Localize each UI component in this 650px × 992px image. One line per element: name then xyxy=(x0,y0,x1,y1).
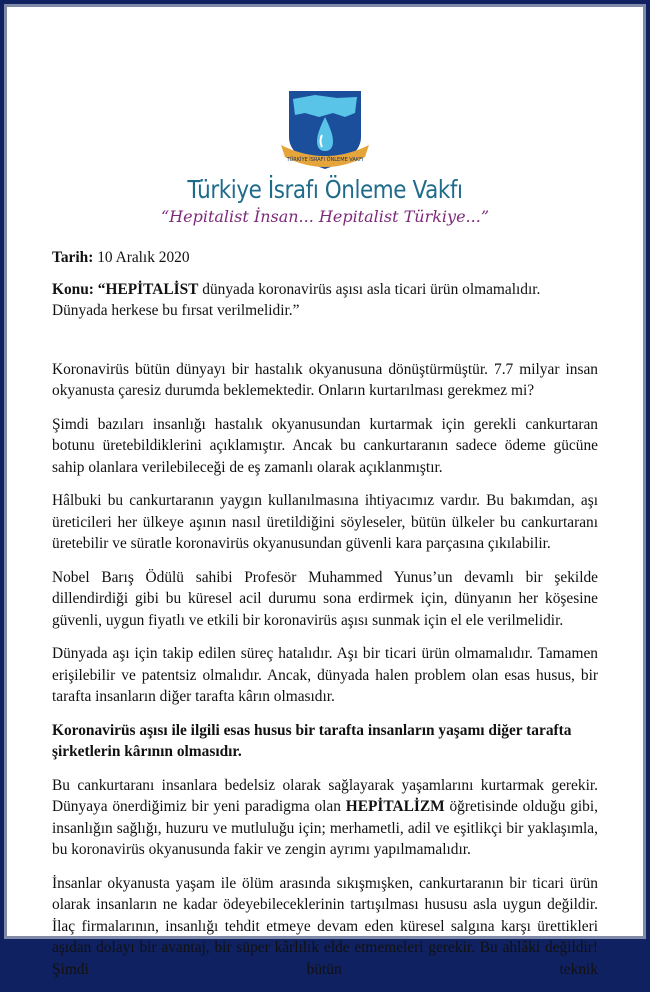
subject-text: dünyada koronavirüs aşısı asla ticari ürün olmamalıdır. Dünyada herkese bu fırsat verilmelidir.” xyxy=(52,280,541,319)
subject-label: Konu: xyxy=(52,280,94,298)
slogan: “Hepitalist İnsan... Hepitalist Türkiye...” xyxy=(160,207,489,226)
last-paragraph: İnsanlar okyanusta yaşam ile ölüm arasında sıkışmışken, cankurtaranın bir ticari ürün olarak insanların ne kadar ödeyebileceklerinin tartışılması hususu asla uygun değildir. İlaç firmalarının, insanlığı tehdit etmeye devam eden küresel salgına karşı ürettikleri aşıdan dolayı bir avantaj, bir süper kârlılık elde etmemeleri gerekir. Bu ahlâki değildir! Şimdi bütün teknik xyxy=(52,874,598,978)
paragraph: Dünyada aşı için takip edilen süreç hatalıdır. Aşı bir ticari ürün olmamalıdır. Tamamen erişilebilir ve patentsiz olmalıdır. Ancak, dünyada halen problem olan esas husus, bir tarafta insanların diğer tarafta kârın olmasıdır. xyxy=(52,645,598,705)
organization-name: Türkiye İsrafı Önleme Vakfı xyxy=(187,175,463,204)
paragraph-text-after: öğretisinde olduğu gibi, insanlığın sağlığı, huzuru ve mutluluğu için; merhametli, adil ve eşitlikçi bir yaklaşımla, bu koronavirüs okyanusunda fakir ve zengin ayrımı yapılmamalıdır. xyxy=(52,798,598,858)
document-meta xyxy=(52,247,598,322)
date-value: 10 Aralık 2020 xyxy=(93,249,190,266)
date-line xyxy=(52,247,598,269)
bold-paragraph-text: Koronavirüs aşısı ile ilgili esas husus bir tarafta insanların yaşamı diğer tarafta şirketlerin kârının olmasıdır. xyxy=(52,721,572,760)
paragraph: Şimdi bazıları insanlığı hastalık okyanusundan kurtarmak için gerekli cankurtaran botunu üretebildiklerini açıklamıştır. Ancak bu cankurtaranın sadece ödeme gücüne sahip olanlara verilebileceği de eş zamanlı olarak açıklanmıştır. xyxy=(52,415,598,476)
paragraph: Hâlbuki bu cankurtaranın yaygın kullanılmasına ihtiyacımız vardır. Bu bakımdan, aşı üreticileri her ülkeye aşının nasıl üretildiğini söyleseler, bütün ülkeler bu cankurtaranı üretebilir ve süratle koronavirüs okyanusundan güvenli kara parçasına çıkılabilir. xyxy=(52,492,598,552)
document-page xyxy=(7,7,643,978)
paragraph: Nobel Barış Ödülü sahibi Profesör Muhammed Yunus’un devamlı bir şekilde dillendirdiği gibi bu küresel acil durumu sona erdirmek için, dünyanın her köşesine güvenli, uygun fiyatlı ve etkili bir koronavirüs aşısı sunmak için el ele verilmelidir. xyxy=(52,568,598,629)
paragraph-hepitalizm xyxy=(52,775,598,861)
paragraph: Koronavirüs bütün dünyayı bir hastalık okyanusuna dönüştürmüştür. 7.7 milyar insan okyanusta çaresiz durumda beklemektedir. Onların kurtarılması gerekmez mi? xyxy=(52,360,598,399)
subject-quote-open: “ xyxy=(93,280,106,298)
shield-logo-icon xyxy=(275,87,375,177)
document-body xyxy=(52,247,598,992)
paragraph-text-before: Bu cankurtaranı insanlara bedelsiz olarak sağlayarak yaşamlarını kurtarmak gerekir. Dünyaya önerdiğimiz bir yeni paradigma olan xyxy=(52,776,598,815)
subject-keyword: HEPİTALİST xyxy=(105,280,199,298)
subject-line xyxy=(52,279,598,322)
bold-paragraph xyxy=(52,720,598,763)
date-label: Tarih: xyxy=(52,249,94,266)
logo xyxy=(7,87,643,182)
logo-ribbon-text: TÜRKİYE İSRAFI ÖNLEME VAKFI xyxy=(286,157,364,163)
page-border xyxy=(4,4,646,978)
hepitalizm-keyword: HEPİTALİZM xyxy=(345,798,445,815)
